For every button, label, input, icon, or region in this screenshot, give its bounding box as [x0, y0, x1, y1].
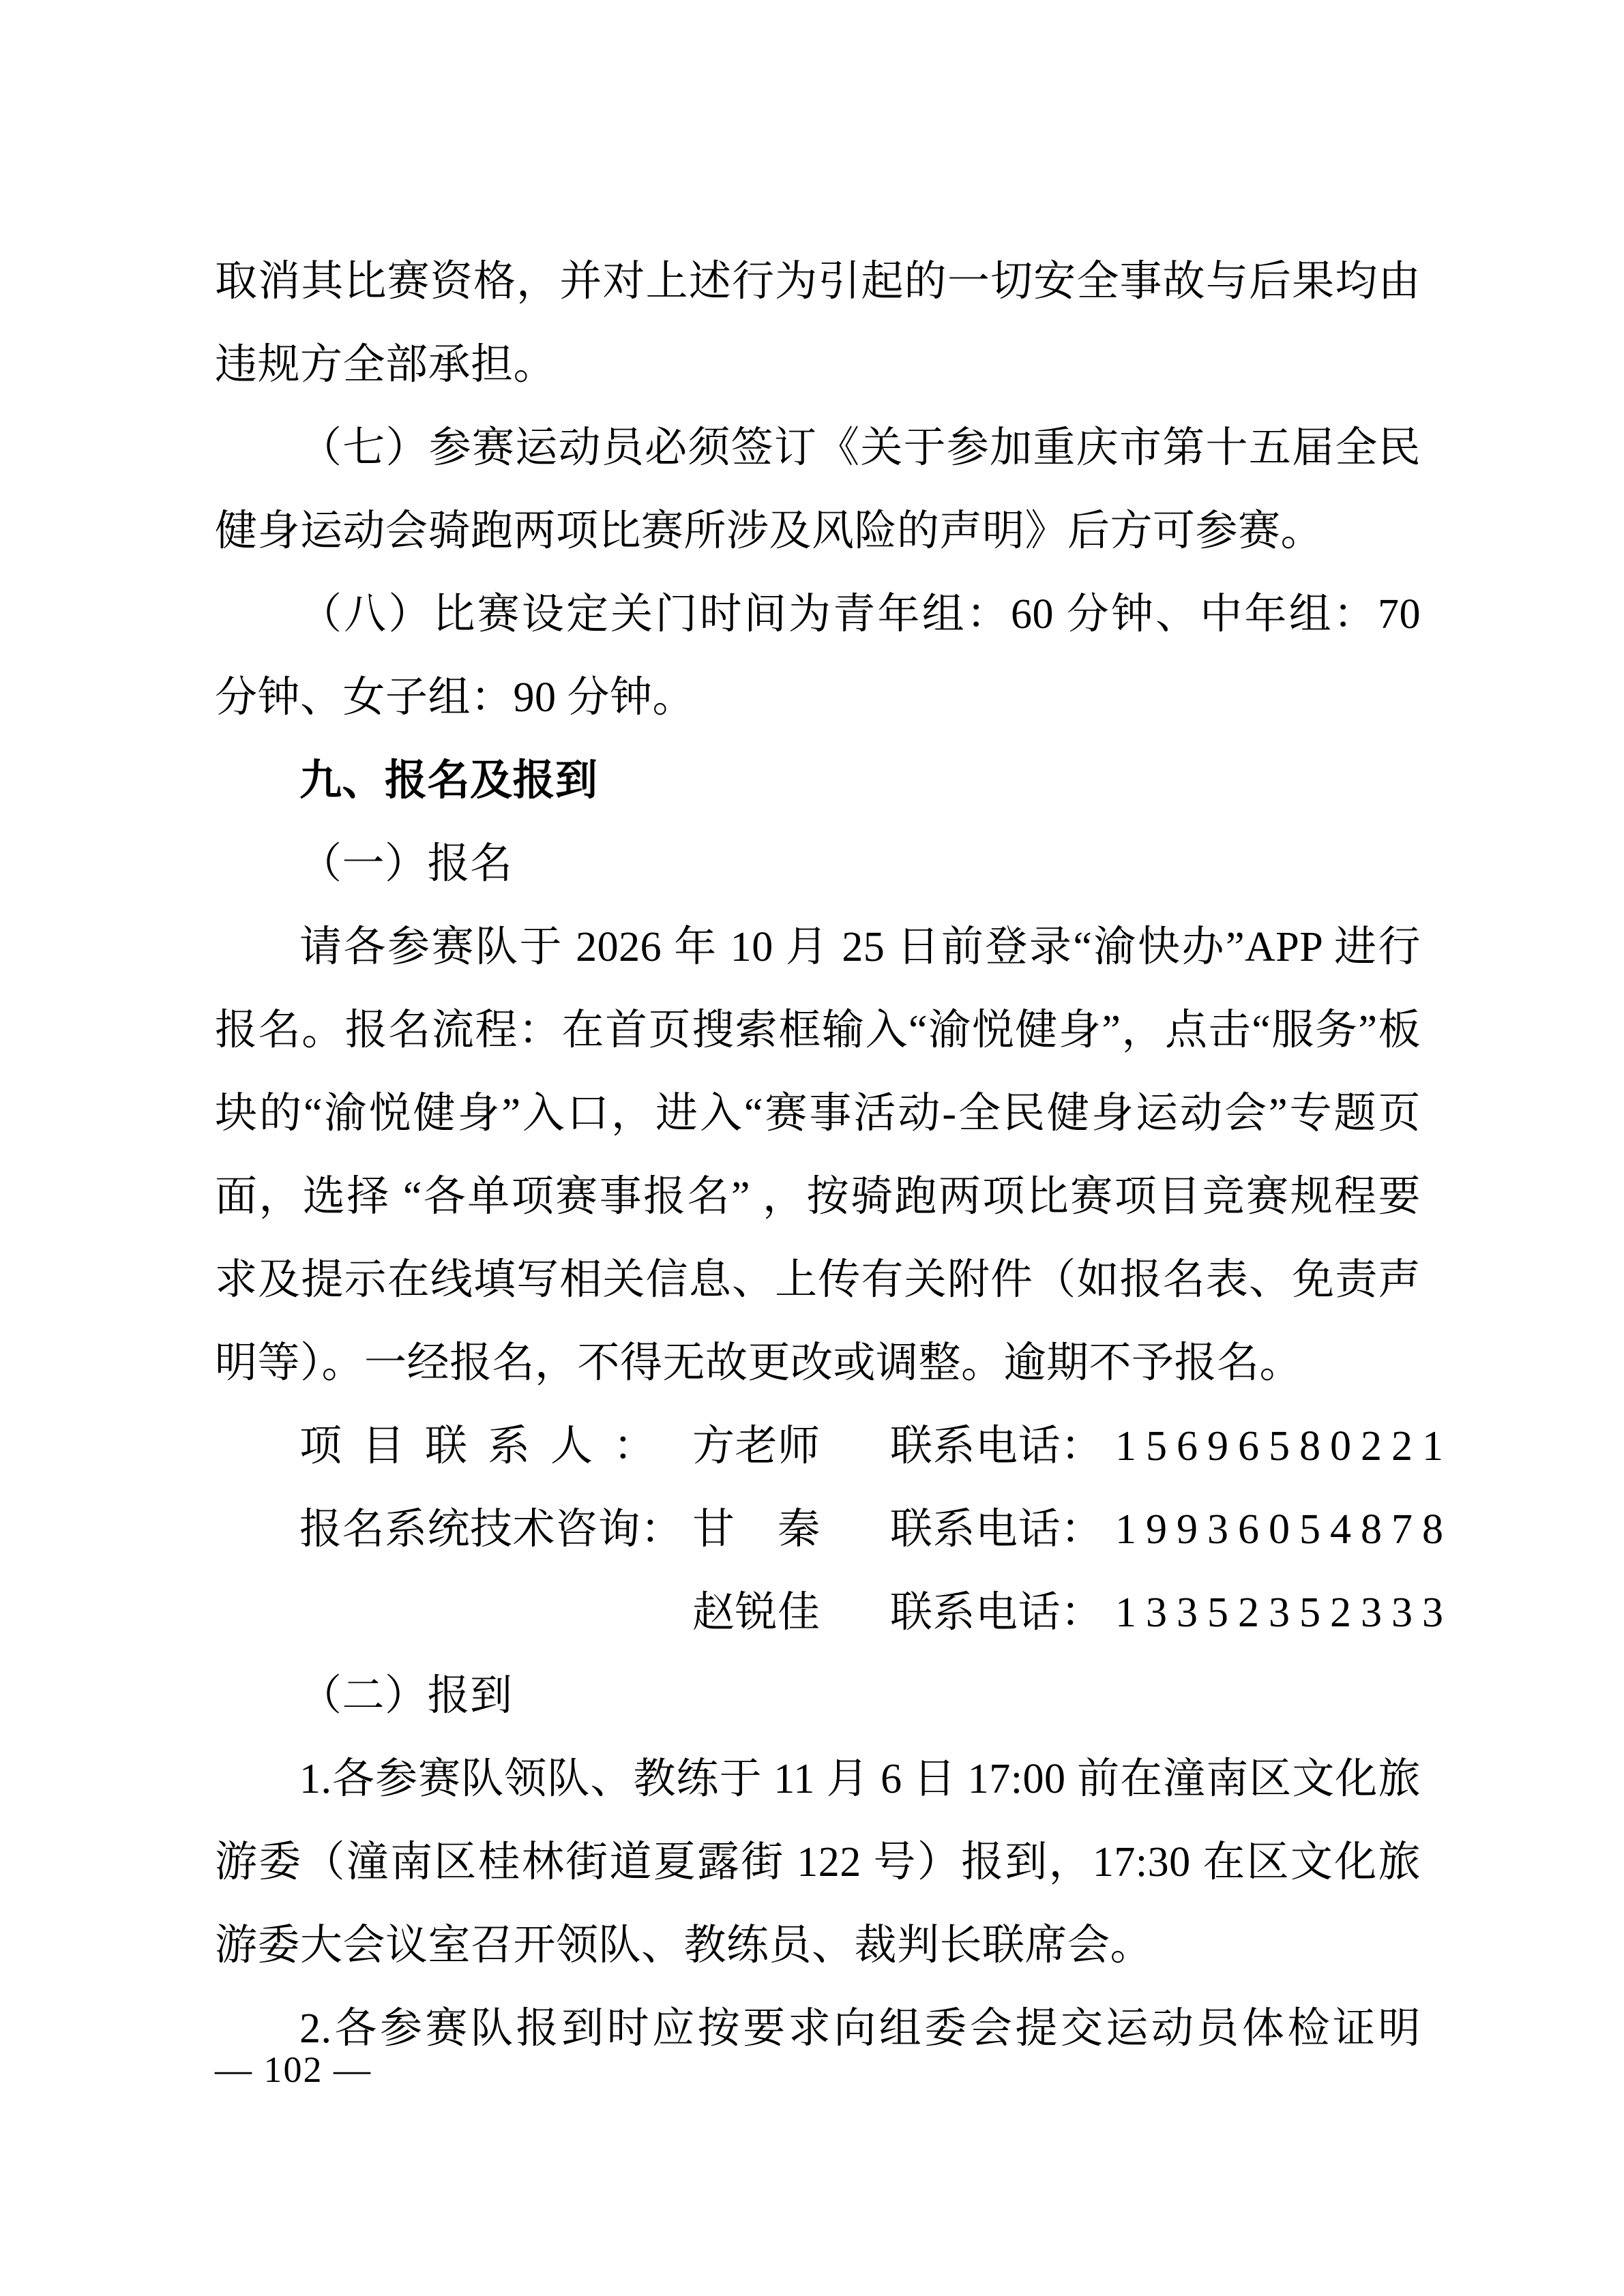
subsection-heading: （二）报到	[299, 1673, 513, 1719]
document-body	[215, 240, 1453, 2070]
contact-person-name: 方老师	[692, 1423, 821, 1470]
paragraph-line: 报名。报名流程：在首页搜索框输入“渝悦健身”，点击“服务”板	[215, 1007, 1421, 1054]
paragraph-line: 1.各参赛队领队、教练于 11 月 6 日 17:00 前在潼南区文化旅	[299, 1756, 1421, 1802]
paragraph-line: 明等）。一经报名，不得无故更改或调整。逾期不予报名。	[215, 1340, 1303, 1386]
paragraph-line: 面，选择 “各单项赛事报名” ，按骑跑两项比赛项目竞赛规程要	[215, 1174, 1421, 1220]
phone-number: 13352352333	[1115, 1590, 1453, 1636]
phone-label: 联系电话：	[890, 1590, 1104, 1636]
phone-label: 联系电话：	[890, 1423, 1104, 1470]
paragraph-line: 块的“渝悦健身”入口，进入“赛事活动-全民健身运动会”专题页	[215, 1090, 1421, 1137]
subsection-heading: （一）报名	[299, 841, 513, 887]
phone-number: 15696580221	[1115, 1423, 1453, 1470]
paragraph-line: 请各参赛队于 2026 年 10 月 25 日前登录“渝快办”APP 进行	[299, 924, 1421, 970]
contact-line-tech-2	[215, 1571, 1453, 1654]
paragraph-line: 分钟、女子组：90 分钟。	[215, 674, 696, 721]
phone-number: 19936054878	[1115, 1506, 1453, 1553]
paragraph-line: 健身运动会骑跑两项比赛所涉及风险的声明》后方可参赛。	[215, 508, 1324, 554]
paragraph-line: 求及提示在线填写相关信息、上传有关附件（如报名表、免责声	[215, 1257, 1421, 1303]
paragraph-line: （七）参赛运动员必须签订《关于参加重庆市第十五届全民	[299, 425, 1421, 471]
contact-person-name: 甘 秦	[692, 1506, 821, 1553]
paragraph-line: 游委大会议室召开领队、教练员、裁判长联席会。	[215, 1922, 1153, 1969]
paragraph-line: 取消其比赛资格，并对上述行为引起的一切安全事故与后果均由	[215, 258, 1421, 305]
contact-line-tech-1	[215, 1488, 1453, 1571]
contact-role-label: 报名系统技术咨询：	[299, 1506, 683, 1553]
page-number: — 102 —	[215, 2049, 372, 2090]
contact-person-name: 赵锐佳	[692, 1590, 821, 1636]
paragraph-line: 游委（潼南区桂林街道夏露街 122 号）报到，17:30 在区文化旅	[215, 1839, 1421, 1885]
paragraph-line: 2.各参赛队报到时应按要求向组委会提交运动员体检证明	[299, 2006, 1421, 2052]
contact-role-label: 项目联系人：	[299, 1423, 677, 1470]
contact-line-project	[215, 1405, 1453, 1488]
paragraph-line: （八）比赛设定关门时间为青年组：60 分钟、中年组：70	[299, 591, 1421, 638]
paragraph-line: 违规方全部承担。	[215, 342, 557, 388]
phone-label: 联系电话：	[890, 1506, 1104, 1553]
section-heading: 九、报名及报到	[299, 757, 598, 804]
